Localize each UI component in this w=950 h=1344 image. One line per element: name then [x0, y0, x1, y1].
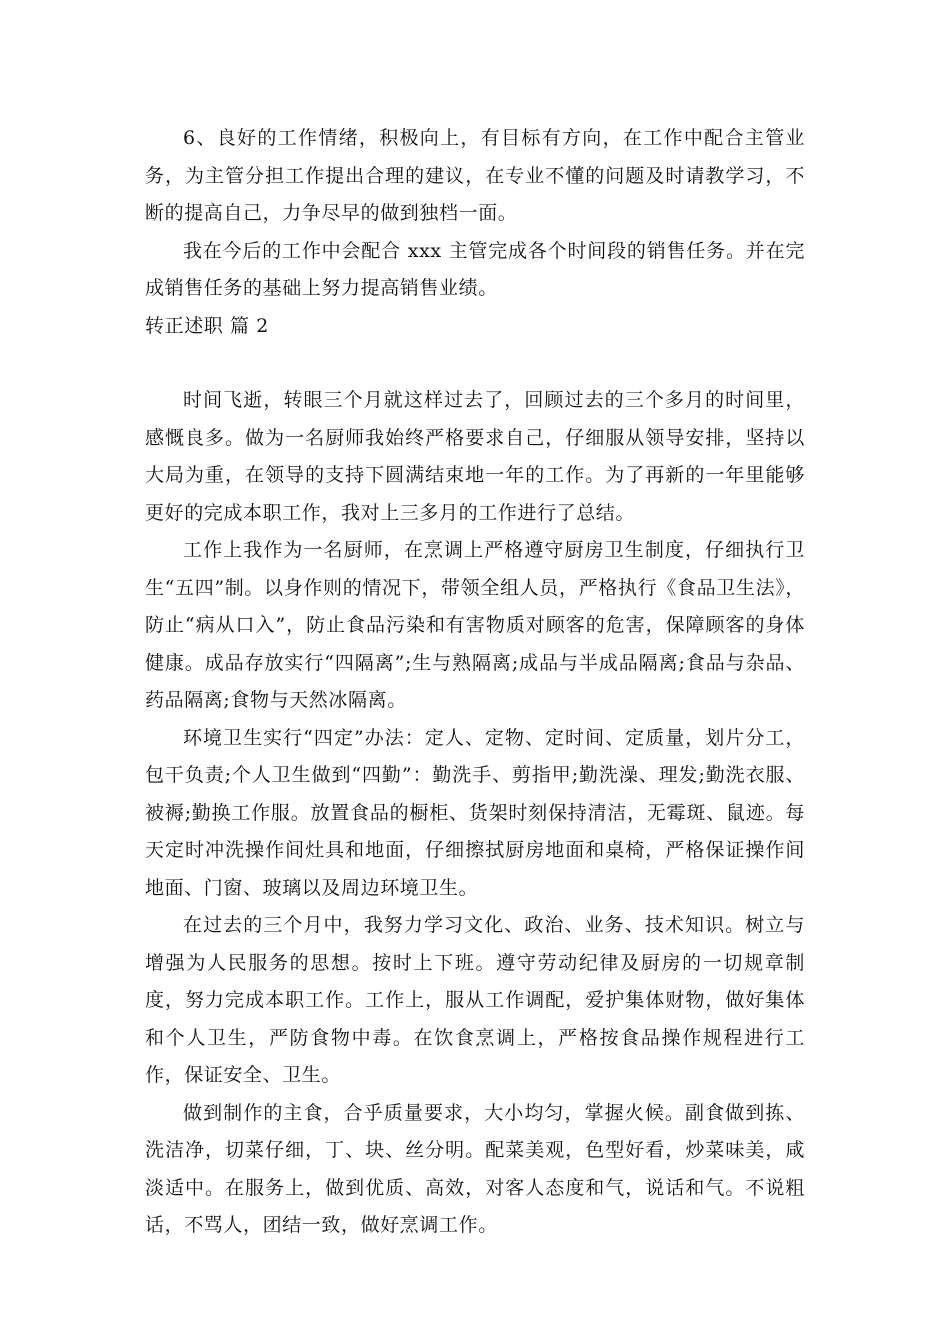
- document-body: [145, 120, 805, 1245]
- paragraph: 环境卫生实行“四定”办法：定人、定物、定时间、定质量，划片分工，包干负责;个人卫生做到“四勤”：勤洗手、剪指甲;勤洗澡、理发;勤洗衣服、被褥;勤换工作服。放置食品的橱柜、货架时刻保持清洁，无霉斑、鼠迹。每天定时冲洗操作间灶具和地面，仔细擦拭厨房地面和桌椅，严格保证操作间地面、门窗、玻璃以及周边环境卫生。: [145, 726, 805, 899]
- paragraph: 在过去的三个月中，我努力学习文化、政治、业务、技术知识。树立与增强为人民服务的思想。按时上下班。遵守劳动纪律及厨房的一切规章制度，努力完成本职工作。工作上，服从工作调配，爱护集体财物，做好集体和个人卫生，严防食物中毒。在饮食烹调上，严格按食品操作规程进行工作，保证安全、卫生。: [145, 914, 805, 1086]
- paragraph: 做到制作的主食，合乎质量要求，大小均匀，掌握火候。副食做到拣、洗洁净，切菜仔细，丁、块、丝分明。配菜美观，色型好看，炒菜味美，咸淡适中。在服务上，做到优质、高效，对客人态度和气，说话和气。不说粗话，不骂人，团结一致，做好烹调工作。: [145, 1101, 805, 1236]
- paragraph: 时间飞逝，转眼三个月就这样过去了，回顾过去的三个多月的时间里，感慨良多。做为一名厨师我始终严格要求自己，仔细服从领导安排，坚持以大局为重，在领导的支持下圆满结束地一年的工作。为了再新的一年里能够更好的完成本职工作，我对上三多月的工作进行了总结。: [145, 389, 805, 524]
- paragraph: 工作上我作为一名厨师，在烹调上严格遵守厨房卫生制度，仔细执行卫生“五四”制。以身作则的情况下，带领全组人员，严格执行《食品卫生法》，防止“病从口入”，防止食品污染和有害物质对顾客的危害，保障顾客的身体健康。成品存放实行“四隔离”;生与熟隔离;成品与半成品隔离;食品与杂品、药品隔离;食物与天然冰隔离。: [145, 539, 805, 711]
- section-heading: 转正述职 篇 2: [145, 314, 269, 337]
- paragraph: 我在今后的工作中会配合 xxx 主管完成各个时间段的销售任务。并在完成销售任务的基础上努力提高销售业绩。: [145, 239, 805, 299]
- paragraph: 6、良好的工作情绪，积极向上，有目标有方向，在工作中配合主管业务，为主管分担工作提出合理的建议，在专业不懂的问题及时请教学习，不断的提高自己，力争尽早的做到独档一面。: [145, 127, 805, 224]
